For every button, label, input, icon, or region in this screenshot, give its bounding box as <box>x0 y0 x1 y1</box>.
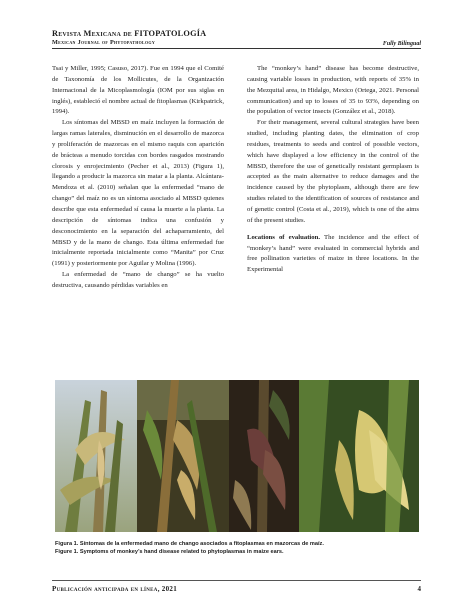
right-paragraph-2: For their management, several cultural strategies have been studied, including planting dates, the elimination of crop residues, treatments to seeds and control of possible vectors, which have displayed a low efficiency in the control of the MBSD, therefore the use of genetically resistant germplasm is accepted as the main alternative to reduce damages and the incidence caused by the phytoplasm, although there are few studies related to the identification of sources of resistance and of genetic control (Costa et al., 2019), which is one of the aims of the present studies. <box>247 119 419 224</box>
page-number: 4 <box>417 585 421 593</box>
footer-divider <box>52 580 421 581</box>
left-paragraph-3: La enfermedad de “mano de chango” se ha vuelto destructiva, causando pérdidas variables en <box>52 271 224 289</box>
edition-label: Fully Bilingual <box>382 41 421 47</box>
figure-photo-4 <box>299 380 419 532</box>
header-divider <box>52 48 421 49</box>
figure-photo-3 <box>229 380 299 532</box>
figure-caption-es: Figura 1. Síntomas de la enfermedad mano de chango asociados a fitoplasmas en mazorcas de maíz. <box>55 541 324 547</box>
figure-photo-1 <box>55 380 137 532</box>
figure-1-photo-panel <box>55 380 419 532</box>
section-text: The incidence and the effect of “monkey’s hand” were evaluated in commercial hybrids and free pollination varieties of maize in three locations. In the Experimental <box>247 233 419 274</box>
section-heading: Locations of evaluation. <box>247 233 321 241</box>
left-column <box>52 64 224 292</box>
figure-photo-2 <box>137 380 229 532</box>
footer-publication-note: Publicación anticipada en línea, 2021 <box>52 585 177 593</box>
section-paragraph <box>247 233 419 276</box>
journal-subtitle: Mexican Journal of Phytopathology <box>52 39 156 46</box>
left-paragraph-1: Tsai y Miller, 1995; Casuso, 2017). Fue en 1994 que el Comité de Taxonomía de los Mollicutes, de la Organización Internacional de la Micoplasmología (IOM por sus siglas en inglés), estableció el nombre actual de fitoplasmas (Kirkpatrick, 1994). <box>52 65 224 116</box>
figure-caption-en: Figure 1. Symptoms of monkey’s hand disease related to phytoplasmas in maize ears. <box>55 549 284 555</box>
right-column <box>247 64 419 276</box>
left-paragraph-2: Los síntomas del MBSD en maíz incluyen la formación de largas ramas laterales, disminución en el desarrollo de mazorca y proliferación de mazorcas en el mismo raquis con aparición de brácteas a menudo torcidas con bordes rasgados mostrando clorosis y enrojecimiento (Pecher et al., 2013) (Figura 1), llegando a producir la mazorca sin matar a la planta. Alcántara-Mendoza et al. (2010) señalan que la enfermedad “mano de chango” del maíz no es un síntoma asociado al MBSD quienes describe que esta enfermedad sí causa la muerte a la planta. La descripción de síntomas indica una confusión y desconocimiento en la separación del achaparramiento, del MBSD y de la mano de chango. Esta última enfermedad fue inicialmente reportada inicialmente como “Manita” por Cruz (1991) y posteriormente por Aguilar y Molina (1996). <box>52 119 224 268</box>
journal-title: Revista Mexicana de FITOPATOLOGÍA <box>52 29 207 38</box>
right-paragraph-1: The “monkey’s hand” disease has become destructive, causing variable losses in production, with reports of 35% in the Mezquital area, in Hidalgo, Mexico (Ortega, 2021. Personal communication) and up to losses of 35 to 93%, depending on the population of vector insects (González et al., 2018). <box>247 65 419 116</box>
